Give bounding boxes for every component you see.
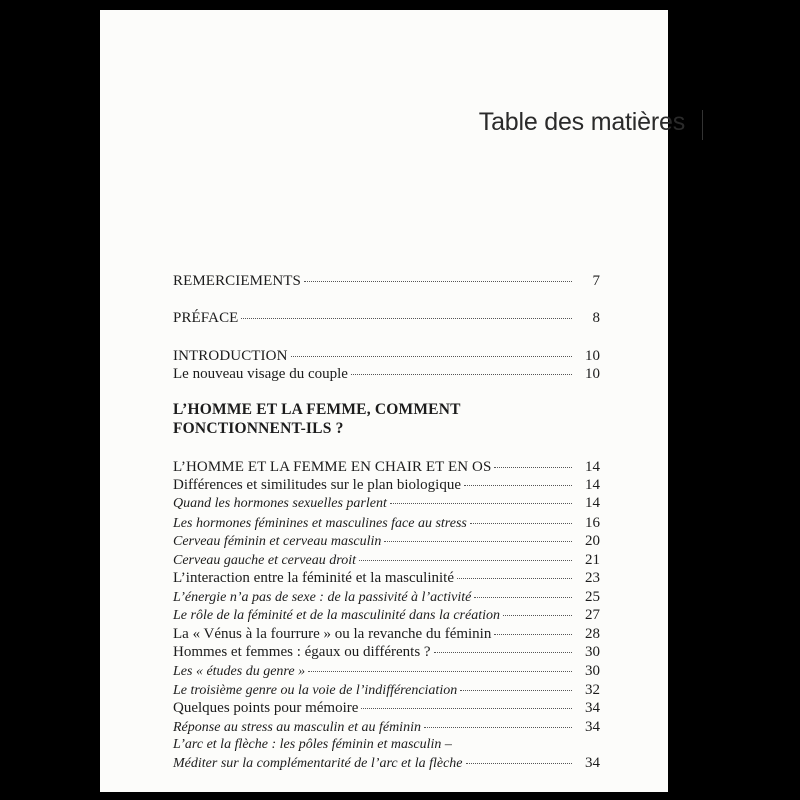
dot-leader	[308, 670, 572, 672]
toc-entry-page: 8	[592, 310, 600, 326]
toc-entry-page: 23	[585, 570, 600, 586]
dot-leader	[291, 355, 572, 357]
toc-entry[interactable]	[173, 662, 600, 681]
toc-entry-label: Les « études du genre »	[173, 664, 306, 679]
toc-entry-page: 34	[585, 719, 600, 735]
toc-entry-page: 14	[585, 459, 600, 475]
toc-entry-line2	[173, 754, 600, 773]
toc-entry-label: Hommes et femmes : égaux ou différents ?	[173, 644, 431, 660]
toc-entry-page: 27	[585, 607, 600, 623]
dot-leader	[494, 466, 572, 468]
toc-entry-page: 34	[585, 755, 600, 771]
toc-entry[interactable]	[173, 514, 600, 533]
toc-entry-introduction[interactable]	[173, 347, 600, 365]
toc-entry-two-line[interactable]	[173, 736, 600, 773]
toc-entry-page: 25	[585, 589, 600, 605]
toc-entry-label: Cerveau gauche et cerveau droit	[173, 553, 356, 568]
toc-entry-page: 21	[585, 552, 600, 568]
toc-entry-label: INTRODUCTION	[173, 348, 288, 364]
toc-entry-page: 16	[585, 515, 600, 531]
dot-leader	[464, 484, 572, 486]
dot-leader	[390, 502, 572, 504]
dot-leader	[466, 762, 572, 764]
page-title: Table des matières	[478, 108, 685, 136]
toc-entry[interactable]	[173, 569, 600, 587]
toc-entry[interactable]	[173, 588, 600, 607]
toc-entry-label: Quand les hormones sexuelles parlent	[173, 496, 387, 511]
toc-entry-label: Différences et similitudes sur le plan biologique	[173, 477, 461, 493]
toc-entry-page: 14	[585, 495, 600, 511]
toc-entry-preface[interactable]	[173, 309, 600, 327]
dot-leader	[359, 559, 572, 561]
dot-leader	[457, 577, 572, 579]
section-heading: L’HOMME ET LA FEMME, COMMENT FONCTIONNENT-ILS ?	[173, 401, 461, 437]
toc-entry-label: Le nouveau visage du couple	[173, 366, 348, 382]
toc-entry-label: REMERCIEMENTS	[173, 273, 301, 289]
dot-leader	[434, 651, 572, 653]
toc-entry[interactable]	[173, 476, 600, 494]
toc-entry-label: L’interaction entre la féminité et la masculinité	[173, 570, 455, 586]
toc-entry[interactable]	[173, 494, 600, 513]
toc-entry-page: 14	[585, 477, 600, 493]
title-block	[358, 108, 703, 142]
dot-leader	[361, 707, 572, 709]
book-page	[100, 10, 685, 792]
toc-entry-label: Les hormones féminines et masculines face au stress	[173, 516, 467, 531]
toc-entry[interactable]	[173, 643, 600, 661]
toc-entry-nouveau-visage[interactable]	[173, 365, 600, 383]
dot-leader	[241, 317, 572, 319]
toc-entry[interactable]	[173, 625, 600, 643]
toc-entry-label: PRÉFACE	[173, 310, 239, 326]
dot-leader	[424, 726, 572, 728]
title-rule	[702, 110, 704, 140]
toc-entry-page: 30	[585, 663, 600, 679]
dot-leader	[470, 522, 572, 524]
toc-entry-label: Le rôle de la féminité et de la masculinité dans la création	[173, 608, 500, 623]
dot-leader	[304, 280, 572, 282]
dot-leader	[494, 633, 572, 635]
toc-entry-label: Cerveau féminin et cerveau masculin	[173, 534, 382, 549]
toc-entry[interactable]	[173, 699, 600, 717]
toc-entry-page: 10	[585, 348, 600, 364]
toc-entry-label: L’énergie n’a pas de sexe : de la passivité à l’activité	[173, 590, 472, 605]
toc-entry[interactable]	[173, 532, 600, 551]
dot-leader	[460, 689, 572, 691]
dot-leader	[351, 373, 572, 375]
toc-entry-page: 20	[585, 533, 600, 549]
dot-leader	[503, 614, 572, 616]
toc-entry-label-line1: L’arc et la flèche : les pôles féminin et masculin –	[173, 737, 452, 752]
toc-entry-page: 28	[585, 626, 600, 642]
dot-leader	[474, 596, 572, 598]
toc-entry-remerciements[interactable]	[173, 272, 600, 290]
toc-entry-page: 32	[585, 682, 600, 698]
toc-entry-label: Quelques points pour mémoire	[173, 700, 359, 716]
toc-entry-page: 7	[592, 273, 600, 289]
toc-entry-page: 10	[585, 366, 600, 382]
toc-entry-label-line2: Méditer sur la complémentarité de l’arc et la flèche	[173, 756, 463, 771]
toc-entry-page: 30	[585, 644, 600, 660]
toc-entry[interactable]	[173, 551, 600, 570]
toc-entry-chair-et-os[interactable]	[173, 458, 600, 476]
toc-entry[interactable]	[173, 606, 600, 625]
toc-entry[interactable]	[173, 681, 600, 700]
dot-leader	[384, 540, 572, 542]
toc-entry-label: Le troisième genre ou la voie de l’indifférenciation	[173, 683, 458, 698]
toc-entry[interactable]	[173, 718, 600, 737]
toc-entry-label: La « Vénus à la fourrure » ou la revanche du féminin	[173, 626, 492, 642]
toc-entry-label: Réponse au stress au masculin et au féminin	[173, 720, 421, 735]
toc-entry-label: L’HOMME ET LA FEMME EN CHAIR ET EN OS	[173, 459, 492, 475]
toc-entry-page: 34	[585, 700, 600, 716]
